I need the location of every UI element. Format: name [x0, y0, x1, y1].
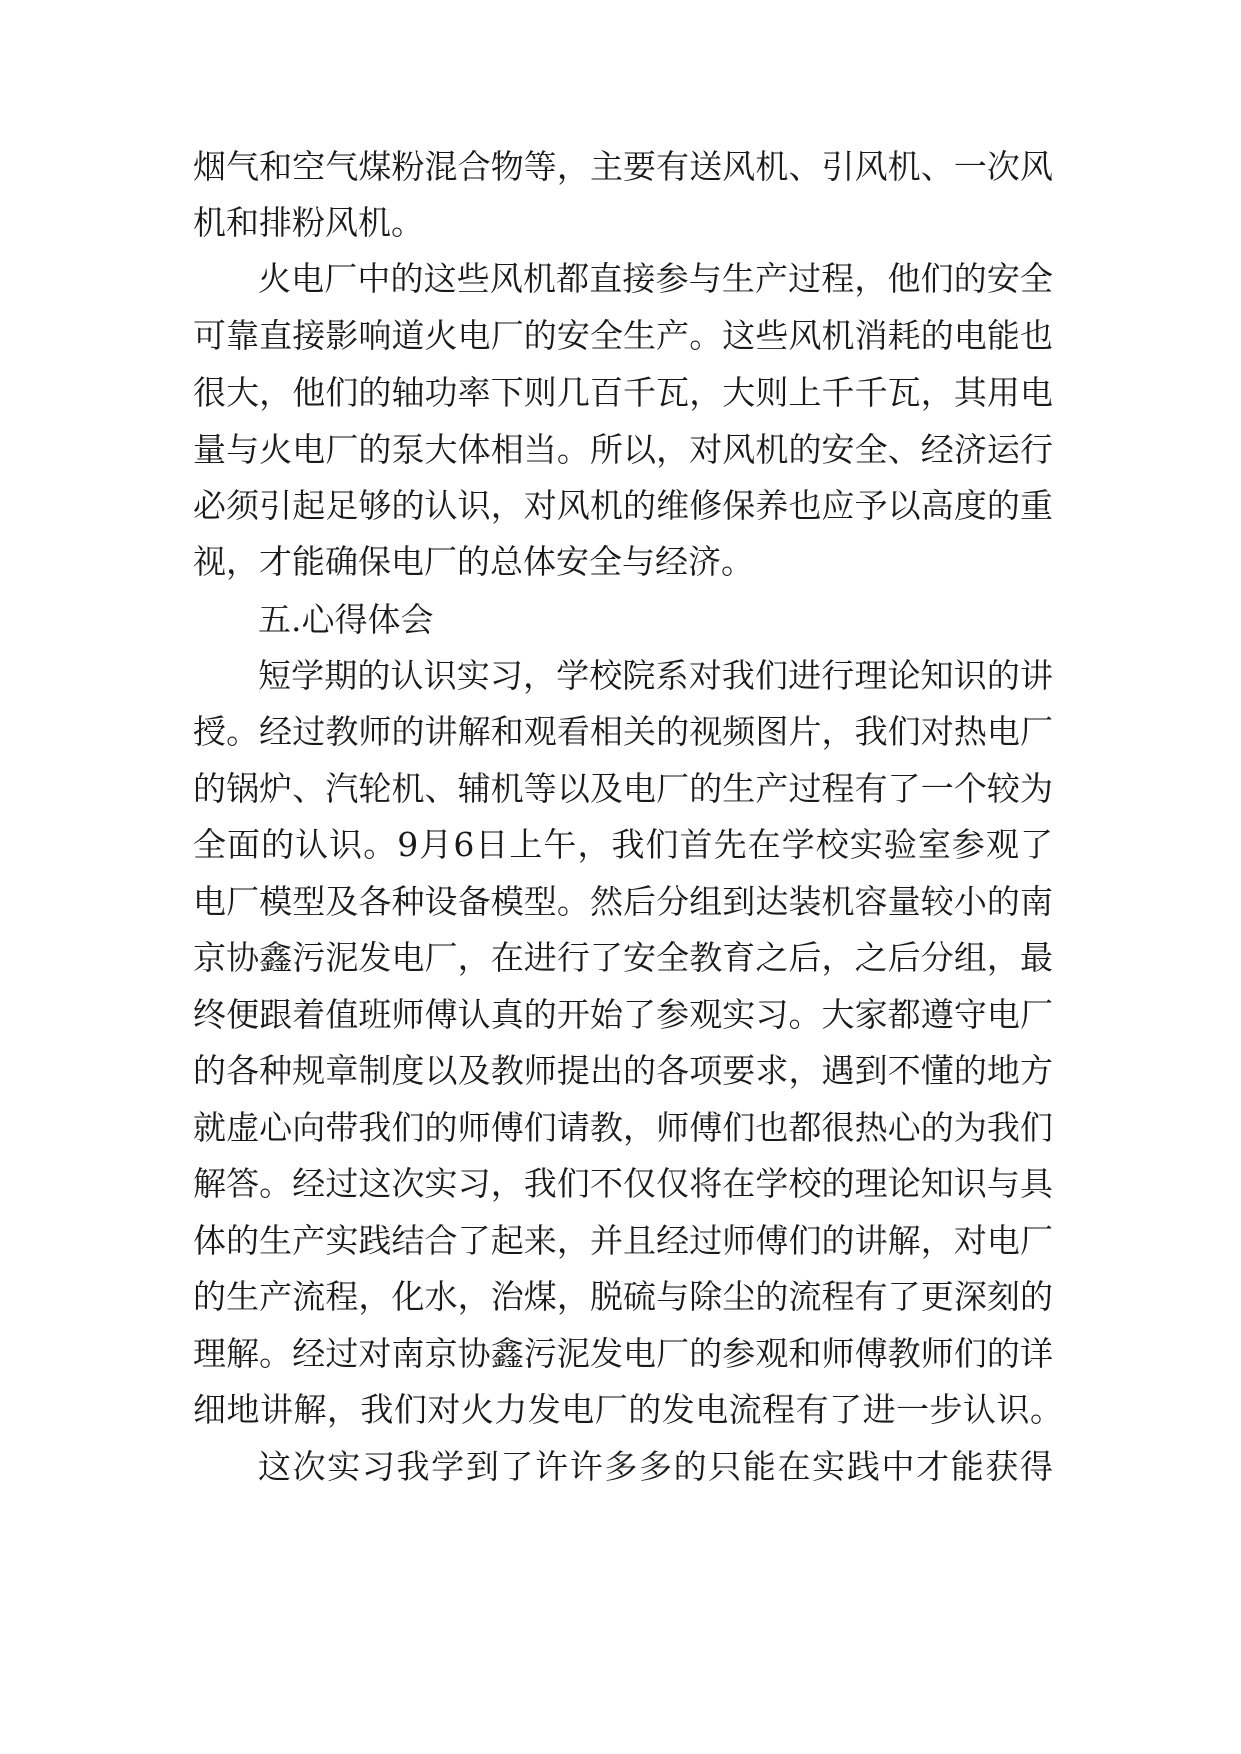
text-line: 视，才能确保电厂的总体安全与经济。 — [193, 542, 754, 581]
text-line: 很大，他们的轴功率下则几百千瓦，大则上千千瓦，其用电 — [193, 373, 1053, 412]
text-line: 电厂模型及各种设备模型。然后分组到达装机容量较小的南 — [193, 882, 1053, 921]
text-line: 就虚心向带我们的师傅们请教，师傅们也都很热心的为我们 — [193, 1108, 1053, 1147]
text-line: 细地讲解，我们对火力发电厂的发电流程有了进一步认识。 — [193, 1390, 1063, 1429]
text-line: 理解。经过对南京协鑫污泥发电厂的参观和师傅教师们的详 — [193, 1334, 1053, 1373]
text-line: 的各种规章制度以及教师提出的各项要求，遇到不懂的地方 — [193, 1051, 1053, 1090]
text-line: 这次实习我学到了许许多多的只能在实践中才能获得 — [258, 1447, 1053, 1486]
text-line: 的锅炉、汽轮机、辅机等以及电厂的生产过程有了一个较为 — [193, 769, 1053, 808]
text-line: 火电厂中的这些风机都直接参与生产过程，他们的安全 — [258, 259, 1053, 298]
text-line: 可靠直接影响道火电厂的安全生产。这些风机消耗的电能也 — [193, 316, 1053, 355]
text-line: 解答。经过这次实习，我们不仅仅将在学校的理论知识与具 — [193, 1164, 1053, 1203]
section-heading: 五.心得体会 — [258, 600, 434, 639]
text-line: 机和排粉风机。 — [193, 203, 424, 242]
text-line: 短学期的认识实习，学校院系对我们进行理论知识的讲 — [258, 656, 1053, 695]
text-line: 体的生产实践结合了起来，并且经过师傅们的讲解，对电厂 — [193, 1221, 1053, 1260]
text-line: 授。经过教师的讲解和观看相关的视频图片，我们对热电厂 — [193, 712, 1053, 751]
text-line: 京协鑫污泥发电厂，在进行了安全教育之后，之后分组，最 — [193, 938, 1053, 977]
text-line: 全面的认识。9月6日上午，我们首先在学校实验室参观了 — [193, 825, 1053, 864]
text-line: 量与火电厂的泵大体相当。所以，对风机的安全、经济运行 — [193, 430, 1053, 469]
text-line: 必须引起足够的认识，对风机的维修保养也应予以高度的重 — [193, 486, 1053, 525]
text-line: 的生产流程，化水，治煤，脱硫与除尘的流程有了更深刻的 — [193, 1277, 1053, 1316]
text-line: 终便跟着值班师傅认真的开始了参观实习。大家都遵守电厂 — [193, 995, 1053, 1034]
text-line: 烟气和空气煤粉混合物等，主要有送风机、引风机、一次风 — [193, 147, 1053, 186]
